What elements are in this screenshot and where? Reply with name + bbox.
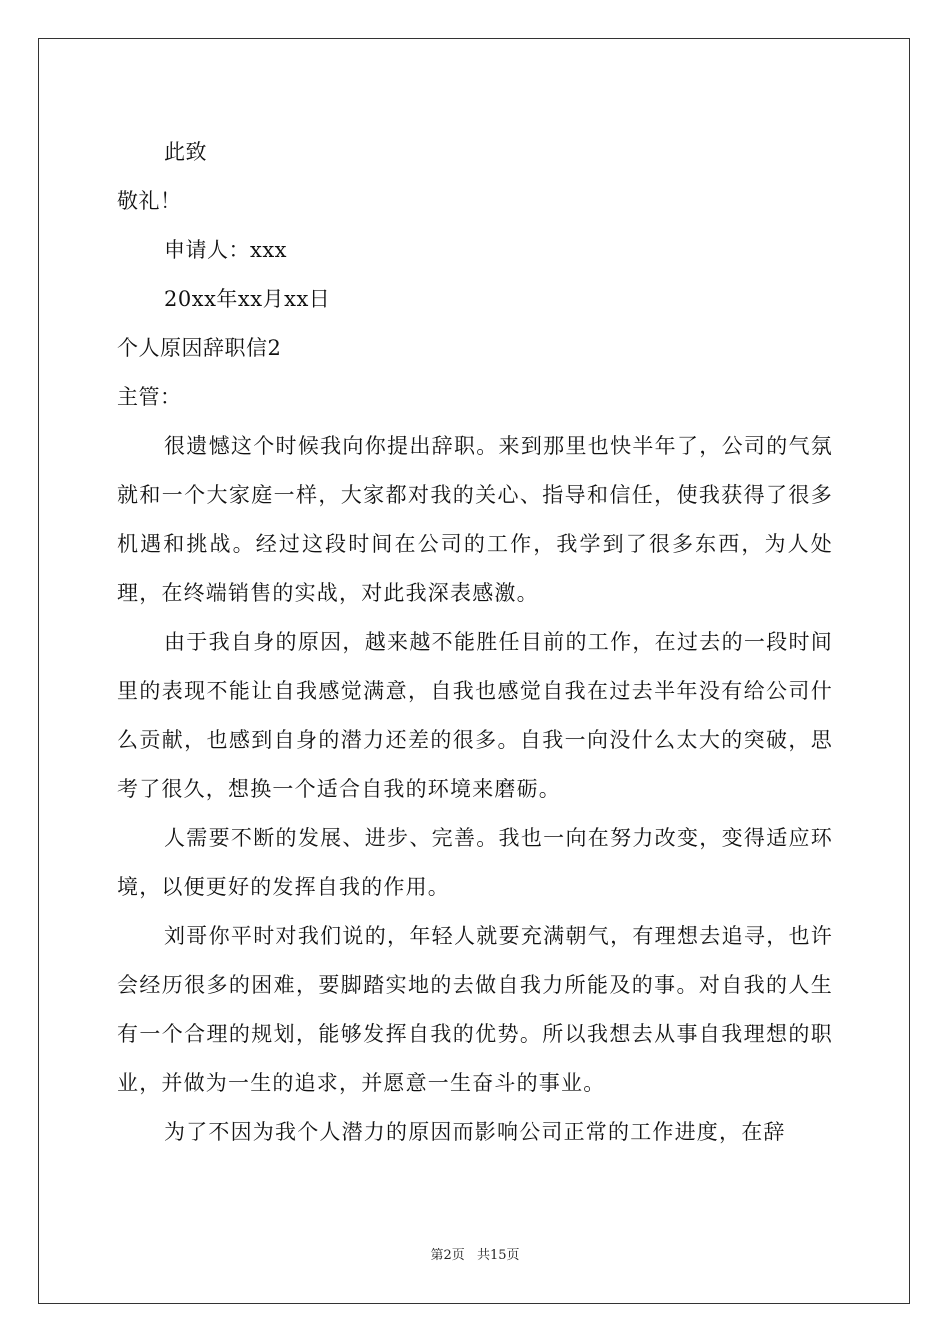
paragraph: 很遗憾这个时候我向你提出辞职。来到那里也快半年了，公司的气氛就和一个大家庭一样，大家都对我的关心、指导和信任，使我获得了很多机遇和挑战。经过这段时间在公司的工作，我学到了很多东西，为人处理，在终端销售的实战，对此我深表感激。 [117, 434, 833, 605]
page-total: 共15页 [476, 1248, 520, 1263]
applicant-line: 申请人：xxx [164, 238, 288, 262]
closing-line: 此致 [164, 140, 207, 164]
paragraph: 人需要不断的发展、进步、完善。我也一向在努力改变，变得适应环境，以便更好的发挥自我的作用。 [117, 826, 833, 899]
salute-line: 敬礼！ [117, 189, 182, 213]
paragraph: 刘哥你平时对我们说的，年轻人就要充满朝气，有理想去追寻，也许会经历很多的困难，要脚踏实地的去做自我力所能及的事。对自我的人生有一个合理的规划，能够发挥自我的优势。所以我想去从事自我理想的职业，并做为一生的追求，并愿意一生奋斗的事业。 [117, 924, 833, 1095]
page-footer [0, 1244, 950, 1263]
page-number: 第2页 [430, 1248, 465, 1263]
paragraph: 为了不因为我个人潜力的原因而影响公司正常的工作进度，在辞 [164, 1120, 786, 1144]
recipient-line: 主管： [117, 385, 182, 409]
paragraph: 由于我自身的原因，越来越不能胜任目前的工作，在过去的一段时间里的表现不能让自我感觉满意，自我也感觉自我在过去半年没有给公司什么贡献，也感到自身的潜力还差的很多。自我一向没什么太大的突破，思考了很久，想换一个适合自我的环境来磨砺。 [117, 630, 833, 801]
date-line: 20xx年xx月xx日 [164, 287, 331, 311]
section-title: 个人原因辞职信2 [117, 336, 282, 360]
document-body [117, 128, 833, 1157]
